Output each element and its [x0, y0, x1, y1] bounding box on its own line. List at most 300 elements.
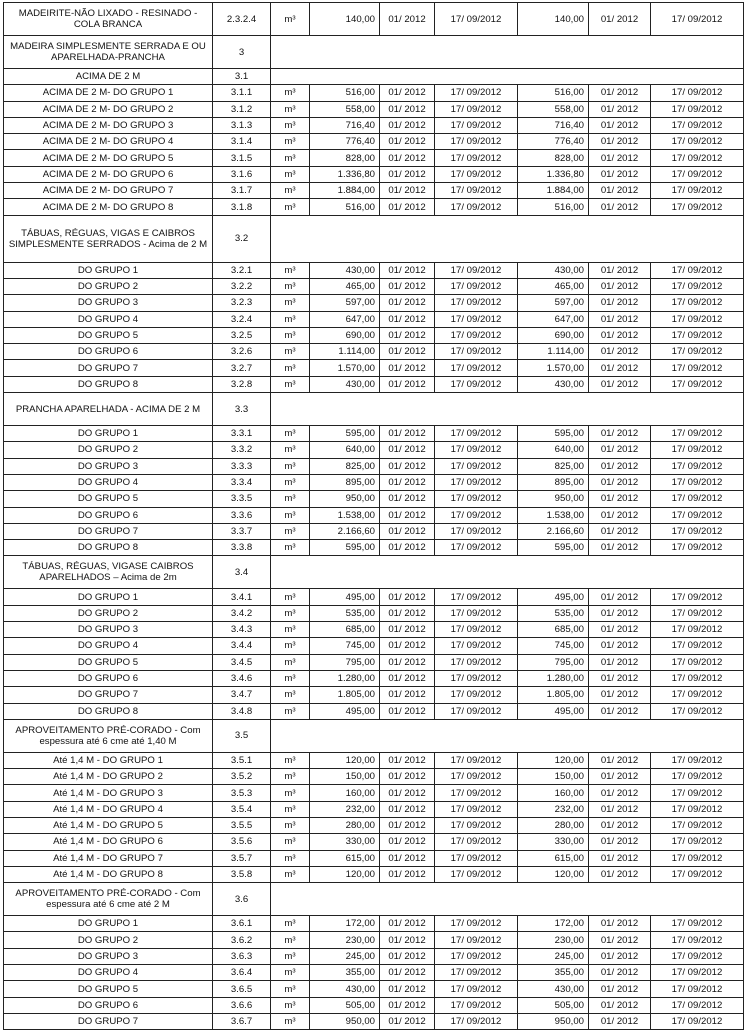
unit-cell: m³: [271, 932, 310, 948]
value-cell: 160,00: [310, 785, 380, 801]
date-cell: 17/ 09/2012: [651, 295, 744, 311]
date-cell: 17/ 09/2012: [651, 589, 744, 605]
date-cell: 17/ 09/2012: [435, 785, 518, 801]
table-row: [4, 458, 744, 474]
value-cell: 895,00: [518, 474, 589, 490]
date-cell: 17/ 09/2012: [435, 801, 518, 817]
date-cell: 01/ 2012: [380, 101, 435, 117]
unit-cell: m³: [271, 654, 310, 670]
date-cell: 17/ 09/2012: [435, 327, 518, 343]
description-cell: Até 1,4 M - DO GRUPO 1: [4, 752, 213, 768]
description-cell: DO GRUPO 1: [4, 426, 213, 442]
description-cell: ACIMA DE 2 M- DO GRUPO 8: [4, 199, 213, 215]
date-cell: 01/ 2012: [380, 442, 435, 458]
description-cell: DO GRUPO 8: [4, 540, 213, 556]
date-cell: 01/ 2012: [589, 199, 651, 215]
value-cell: 685,00: [310, 622, 380, 638]
date-cell: 17/ 09/2012: [435, 426, 518, 442]
date-cell: 17/ 09/2012: [651, 622, 744, 638]
date-cell: 17/ 09/2012: [651, 134, 744, 150]
unit-cell: m³: [271, 687, 310, 703]
date-cell: 01/ 2012: [380, 916, 435, 932]
code-cell: 3.5.8: [213, 866, 271, 882]
table-row: [4, 3, 744, 36]
value-cell: 172,00: [310, 916, 380, 932]
value-cell: 558,00: [518, 101, 589, 117]
date-cell: 01/ 2012: [380, 474, 435, 490]
code-cell: 3.5.6: [213, 834, 271, 850]
unit-cell: m³: [271, 622, 310, 638]
code-cell: 3.4.7: [213, 687, 271, 703]
date-cell: 01/ 2012: [380, 134, 435, 150]
date-cell: 01/ 2012: [589, 916, 651, 932]
blank-cell: [271, 719, 744, 752]
date-cell: 17/ 09/2012: [435, 199, 518, 215]
date-cell: 17/ 09/2012: [435, 850, 518, 866]
value-cell: 595,00: [310, 426, 380, 442]
value-cell: 230,00: [518, 932, 589, 948]
description-cell: DO GRUPO 8: [4, 703, 213, 719]
value-cell: 690,00: [518, 327, 589, 343]
table-row: [4, 997, 744, 1013]
date-cell: 17/ 09/2012: [651, 654, 744, 670]
table-row: [4, 474, 744, 490]
value-cell: 505,00: [518, 997, 589, 1013]
code-cell: 3.2.5: [213, 327, 271, 343]
date-cell: 01/ 2012: [589, 932, 651, 948]
table-row: [4, 117, 744, 133]
code-cell: 3.4.6: [213, 670, 271, 686]
table-row: [4, 426, 744, 442]
unit-cell: m³: [271, 134, 310, 150]
date-cell: 01/ 2012: [589, 85, 651, 101]
value-cell: 1.805,00: [310, 687, 380, 703]
value-cell: 640,00: [518, 442, 589, 458]
table-row: [4, 948, 744, 964]
value-cell: 615,00: [310, 850, 380, 866]
table-row: [4, 540, 744, 556]
value-cell: 615,00: [518, 850, 589, 866]
description-cell: DO GRUPO 3: [4, 458, 213, 474]
blank-cell: [271, 215, 744, 262]
description-cell: Até 1,4 M - DO GRUPO 4: [4, 801, 213, 817]
description-cell: ACIMA DE 2 M- DO GRUPO 3: [4, 117, 213, 133]
description-cell: Até 1,4 M - DO GRUPO 3: [4, 785, 213, 801]
code-cell: 3.6.4: [213, 965, 271, 981]
date-cell: 17/ 09/2012: [651, 638, 744, 654]
code-cell: 3.6.6: [213, 997, 271, 1013]
value-cell: 795,00: [518, 654, 589, 670]
table-row: [4, 183, 744, 199]
code-cell: 3.5.7: [213, 850, 271, 866]
table-row: [4, 199, 744, 215]
date-cell: 01/ 2012: [380, 1013, 435, 1029]
date-cell: 17/ 09/2012: [651, 916, 744, 932]
value-cell: 535,00: [310, 605, 380, 621]
description-cell: ACIMA DE 2 M: [4, 69, 213, 85]
code-cell: 3.2.7: [213, 360, 271, 376]
description-cell: DO GRUPO 7: [4, 360, 213, 376]
date-cell: 01/ 2012: [589, 360, 651, 376]
table-row: [4, 85, 744, 101]
table-row: [4, 1013, 744, 1029]
unit-cell: m³: [271, 752, 310, 768]
code-cell: 3.1.4: [213, 134, 271, 150]
description-cell: DO GRUPO 8: [4, 376, 213, 392]
date-cell: 01/ 2012: [589, 507, 651, 523]
value-cell: 1.570,00: [310, 360, 380, 376]
unit-cell: m³: [271, 523, 310, 539]
section-row: [4, 36, 744, 69]
section-row: [4, 215, 744, 262]
description-cell: Até 1,4 M - DO GRUPO 8: [4, 866, 213, 882]
code-cell: 3.1.3: [213, 117, 271, 133]
date-cell: 01/ 2012: [589, 834, 651, 850]
value-cell: 232,00: [518, 801, 589, 817]
date-cell: 17/ 09/2012: [435, 817, 518, 833]
date-cell: 01/ 2012: [589, 981, 651, 997]
date-cell: 17/ 09/2012: [435, 344, 518, 360]
value-cell: 1.336,80: [310, 166, 380, 182]
unit-cell: m³: [271, 638, 310, 654]
description-cell: Até 1,4 M - DO GRUPO 5: [4, 817, 213, 833]
date-cell: 17/ 09/2012: [435, 491, 518, 507]
table-row: [4, 622, 744, 638]
date-cell: 17/ 09/2012: [435, 769, 518, 785]
date-cell: 01/ 2012: [380, 344, 435, 360]
date-cell: 01/ 2012: [589, 426, 651, 442]
value-cell: 120,00: [310, 752, 380, 768]
code-cell: 3.6.5: [213, 981, 271, 997]
table-row: [4, 507, 744, 523]
date-cell: 17/ 09/2012: [651, 834, 744, 850]
unit-cell: m³: [271, 3, 310, 36]
value-cell: 2.166,60: [518, 523, 589, 539]
date-cell: 01/ 2012: [380, 85, 435, 101]
date-cell: 01/ 2012: [380, 491, 435, 507]
value-cell: 716,40: [518, 117, 589, 133]
date-cell: 01/ 2012: [589, 997, 651, 1013]
description-cell: Até 1,4 M - DO GRUPO 2: [4, 769, 213, 785]
date-cell: 17/ 09/2012: [435, 150, 518, 166]
description-cell: DO GRUPO 4: [4, 311, 213, 327]
unit-cell: m³: [271, 540, 310, 556]
date-cell: 01/ 2012: [589, 622, 651, 638]
value-cell: 825,00: [310, 458, 380, 474]
code-cell: 3.4: [213, 556, 271, 589]
value-cell: 140,00: [310, 3, 380, 36]
value-cell: 465,00: [518, 278, 589, 294]
description-cell: TÁBUAS, RÉGUAS, VIGAS E CAIBROS SIMPLESMENTE SERRADOS - Acima de 2 M: [4, 215, 213, 262]
value-cell: 950,00: [518, 1013, 589, 1029]
date-cell: 01/ 2012: [589, 311, 651, 327]
description-cell: Até 1,4 M - DO GRUPO 6: [4, 834, 213, 850]
unit-cell: m³: [271, 916, 310, 932]
code-cell: 3.1.7: [213, 183, 271, 199]
date-cell: 17/ 09/2012: [651, 523, 744, 539]
description-cell: DO GRUPO 4: [4, 638, 213, 654]
date-cell: 17/ 09/2012: [651, 474, 744, 490]
description-cell: DO GRUPO 2: [4, 932, 213, 948]
unit-cell: m³: [271, 458, 310, 474]
value-cell: 745,00: [518, 638, 589, 654]
date-cell: 17/ 09/2012: [435, 295, 518, 311]
date-cell: 01/ 2012: [589, 670, 651, 686]
unit-cell: m³: [271, 834, 310, 850]
value-cell: 640,00: [310, 442, 380, 458]
value-cell: 516,00: [310, 199, 380, 215]
date-cell: 17/ 09/2012: [651, 965, 744, 981]
date-cell: 01/ 2012: [589, 638, 651, 654]
value-cell: 647,00: [310, 311, 380, 327]
date-cell: 01/ 2012: [589, 117, 651, 133]
description-cell: DO GRUPO 6: [4, 997, 213, 1013]
date-cell: 01/ 2012: [589, 376, 651, 392]
value-cell: 516,00: [518, 85, 589, 101]
date-cell: 01/ 2012: [380, 638, 435, 654]
table-row: [4, 262, 744, 278]
date-cell: 01/ 2012: [589, 458, 651, 474]
date-cell: 17/ 09/2012: [651, 376, 744, 392]
date-cell: 17/ 09/2012: [435, 183, 518, 199]
date-cell: 17/ 09/2012: [435, 1013, 518, 1029]
date-cell: 01/ 2012: [589, 295, 651, 311]
unit-cell: m³: [271, 376, 310, 392]
code-cell: 2.3.2.4: [213, 3, 271, 36]
unit-cell: m³: [271, 589, 310, 605]
value-cell: 690,00: [310, 327, 380, 343]
value-cell: 895,00: [310, 474, 380, 490]
unit-cell: m³: [271, 442, 310, 458]
date-cell: 01/ 2012: [380, 981, 435, 997]
table-row: [4, 295, 744, 311]
value-cell: 828,00: [310, 150, 380, 166]
date-cell: 01/ 2012: [380, 670, 435, 686]
table-row: [4, 589, 744, 605]
date-cell: 17/ 09/2012: [435, 965, 518, 981]
date-cell: 01/ 2012: [380, 654, 435, 670]
value-cell: 430,00: [518, 376, 589, 392]
date-cell: 01/ 2012: [589, 605, 651, 621]
value-cell: 1.570,00: [518, 360, 589, 376]
code-cell: 3.2.6: [213, 344, 271, 360]
date-cell: 01/ 2012: [380, 507, 435, 523]
date-cell: 17/ 09/2012: [651, 426, 744, 442]
value-cell: 495,00: [310, 703, 380, 719]
date-cell: 17/ 09/2012: [651, 850, 744, 866]
date-cell: 17/ 09/2012: [651, 801, 744, 817]
value-cell: 330,00: [518, 834, 589, 850]
table-row: [4, 327, 744, 343]
date-cell: 01/ 2012: [589, 474, 651, 490]
date-cell: 17/ 09/2012: [651, 605, 744, 621]
date-cell: 17/ 09/2012: [651, 327, 744, 343]
table-row: [4, 166, 744, 182]
date-cell: 01/ 2012: [589, 3, 651, 36]
date-cell: 17/ 09/2012: [651, 785, 744, 801]
blank-cell: [271, 69, 744, 85]
table-row: [4, 491, 744, 507]
table-row: [4, 670, 744, 686]
description-cell: DO GRUPO 7: [4, 523, 213, 539]
date-cell: 01/ 2012: [589, 442, 651, 458]
code-cell: 3.6.2: [213, 932, 271, 948]
description-cell: DO GRUPO 5: [4, 327, 213, 343]
description-cell: DO GRUPO 1: [4, 262, 213, 278]
value-cell: 1.538,00: [310, 507, 380, 523]
date-cell: 01/ 2012: [589, 327, 651, 343]
value-cell: 280,00: [310, 817, 380, 833]
date-cell: 17/ 09/2012: [651, 85, 744, 101]
value-cell: 1.280,00: [518, 670, 589, 686]
date-cell: 01/ 2012: [380, 589, 435, 605]
table-row: [4, 376, 744, 392]
code-cell: 3.3.1: [213, 426, 271, 442]
value-cell: 355,00: [518, 965, 589, 981]
date-cell: 17/ 09/2012: [651, 262, 744, 278]
description-cell: DO GRUPO 3: [4, 948, 213, 964]
unit-cell: m³: [271, 85, 310, 101]
code-cell: 3.3.7: [213, 523, 271, 539]
unit-cell: m³: [271, 1013, 310, 1029]
date-cell: 17/ 09/2012: [435, 687, 518, 703]
unit-cell: m³: [271, 262, 310, 278]
date-cell: 17/ 09/2012: [651, 687, 744, 703]
value-cell: 597,00: [518, 295, 589, 311]
unit-cell: m³: [271, 426, 310, 442]
value-cell: 1.336,80: [518, 166, 589, 182]
code-cell: 3.5: [213, 719, 271, 752]
description-cell: DO GRUPO 5: [4, 981, 213, 997]
date-cell: 01/ 2012: [380, 150, 435, 166]
date-cell: 17/ 09/2012: [651, 311, 744, 327]
value-cell: 950,00: [310, 1013, 380, 1029]
description-cell: APROVEITAMENTO PRÉ-CORADO - Com espessura até 6 cme até 2 M: [4, 883, 213, 916]
description-cell: DO GRUPO 5: [4, 654, 213, 670]
date-cell: 17/ 09/2012: [651, 670, 744, 686]
table-row: [4, 932, 744, 948]
code-cell: 3.4.8: [213, 703, 271, 719]
description-cell: DO GRUPO 3: [4, 622, 213, 638]
date-cell: 01/ 2012: [380, 3, 435, 36]
date-cell: 17/ 09/2012: [435, 981, 518, 997]
date-cell: 17/ 09/2012: [651, 344, 744, 360]
date-cell: 17/ 09/2012: [435, 752, 518, 768]
date-cell: 17/ 09/2012: [651, 166, 744, 182]
section-row: [4, 556, 744, 589]
description-cell: DO GRUPO 6: [4, 670, 213, 686]
section-row: [4, 883, 744, 916]
date-cell: 01/ 2012: [589, 687, 651, 703]
date-cell: 01/ 2012: [380, 605, 435, 621]
date-cell: 01/ 2012: [589, 948, 651, 964]
code-cell: 3.6.1: [213, 916, 271, 932]
date-cell: 01/ 2012: [380, 687, 435, 703]
unit-cell: m³: [271, 948, 310, 964]
date-cell: 01/ 2012: [380, 458, 435, 474]
date-cell: 17/ 09/2012: [651, 703, 744, 719]
date-cell: 17/ 09/2012: [435, 948, 518, 964]
table-row: [4, 442, 744, 458]
description-cell: DO GRUPO 1: [4, 589, 213, 605]
date-cell: 01/ 2012: [589, 278, 651, 294]
unit-cell: m³: [271, 117, 310, 133]
date-cell: 17/ 09/2012: [651, 817, 744, 833]
date-cell: 17/ 09/2012: [435, 932, 518, 948]
value-cell: 1.538,00: [518, 507, 589, 523]
date-cell: 01/ 2012: [380, 932, 435, 948]
table-row: [4, 523, 744, 539]
value-cell: 230,00: [310, 932, 380, 948]
table-row: [4, 752, 744, 768]
date-cell: 01/ 2012: [380, 801, 435, 817]
date-cell: 17/ 09/2012: [435, 523, 518, 539]
table-row: [4, 916, 744, 932]
date-cell: 17/ 09/2012: [651, 1013, 744, 1029]
description-cell: Até 1,4 M - DO GRUPO 7: [4, 850, 213, 866]
date-cell: 17/ 09/2012: [435, 85, 518, 101]
code-cell: 3.2.2: [213, 278, 271, 294]
unit-cell: m³: [271, 866, 310, 882]
value-cell: 495,00: [518, 589, 589, 605]
value-cell: 430,00: [310, 981, 380, 997]
date-cell: 17/ 09/2012: [651, 491, 744, 507]
date-cell: 01/ 2012: [380, 376, 435, 392]
section-row: [4, 719, 744, 752]
date-cell: 01/ 2012: [589, 589, 651, 605]
date-cell: 17/ 09/2012: [435, 605, 518, 621]
description-cell: MADEIRITE-NÃO LIXADO - RESINADO - COLA BRANCA: [4, 3, 213, 36]
date-cell: 01/ 2012: [380, 965, 435, 981]
date-cell: 01/ 2012: [589, 965, 651, 981]
date-cell: 01/ 2012: [380, 834, 435, 850]
date-cell: 17/ 09/2012: [435, 474, 518, 490]
table-row: [4, 866, 744, 882]
value-cell: 1.884,00: [310, 183, 380, 199]
value-cell: 828,00: [518, 150, 589, 166]
code-cell: 3.4.5: [213, 654, 271, 670]
unit-cell: m³: [271, 327, 310, 343]
date-cell: 01/ 2012: [380, 703, 435, 719]
description-cell: DO GRUPO 3: [4, 295, 213, 311]
date-cell: 17/ 09/2012: [651, 507, 744, 523]
date-cell: 01/ 2012: [589, 752, 651, 768]
date-cell: 17/ 09/2012: [435, 622, 518, 638]
unit-cell: m³: [271, 850, 310, 866]
code-cell: 3.3.2: [213, 442, 271, 458]
value-cell: 516,00: [310, 85, 380, 101]
date-cell: 01/ 2012: [589, 540, 651, 556]
value-cell: 150,00: [518, 769, 589, 785]
date-cell: 17/ 09/2012: [651, 932, 744, 948]
table-row: [4, 638, 744, 654]
description-cell: DO GRUPO 7: [4, 1013, 213, 1029]
table-row: [4, 981, 744, 997]
code-cell: 3.3.3: [213, 458, 271, 474]
code-cell: 3.3.4: [213, 474, 271, 490]
date-cell: 01/ 2012: [380, 199, 435, 215]
section-row: [4, 393, 744, 426]
date-cell: 17/ 09/2012: [651, 278, 744, 294]
value-cell: 595,00: [310, 540, 380, 556]
table-row: [4, 654, 744, 670]
date-cell: 17/ 09/2012: [651, 3, 744, 36]
code-cell: 3.1.2: [213, 101, 271, 117]
unit-cell: m³: [271, 295, 310, 311]
date-cell: 01/ 2012: [589, 101, 651, 117]
value-cell: 495,00: [310, 589, 380, 605]
unit-cell: m³: [271, 166, 310, 182]
